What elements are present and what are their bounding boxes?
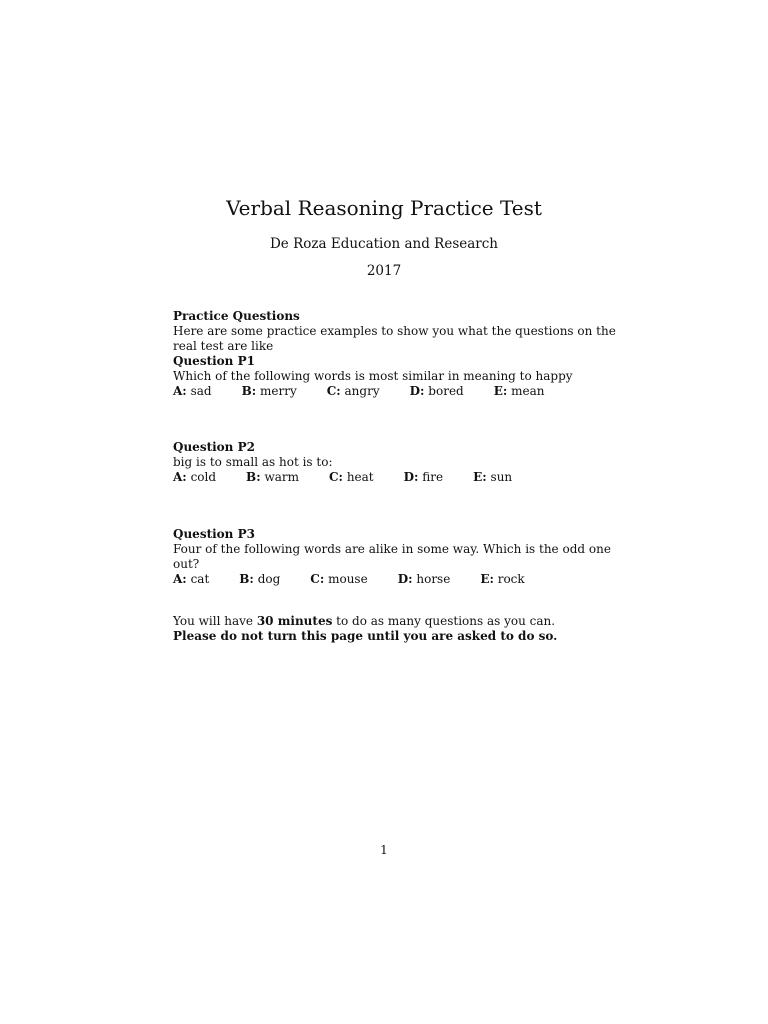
question-prompt: Four of the following words are alike in some way. Which is the odd one out?: [173, 542, 611, 571]
answer-option: [173, 470, 216, 485]
option-key: C:: [329, 470, 343, 484]
option-key: E:: [473, 470, 487, 484]
option-key: E:: [480, 572, 494, 586]
page-number: 1: [380, 843, 388, 857]
option-text: horse: [416, 572, 451, 586]
option-key: A:: [173, 384, 187, 398]
document-author: De Roza Education and Research: [269, 236, 498, 252]
practice-intro: Here are some practice examples to show you what the questions on the real test are like: [173, 324, 616, 353]
option-text: sun: [490, 470, 513, 484]
option-text: merry: [259, 384, 297, 398]
question-block: [173, 440, 623, 485]
answer-option: [239, 572, 280, 587]
practice-heading: Practice Questions: [173, 309, 300, 323]
answer-options: [173, 384, 623, 399]
option-text: heat: [346, 470, 374, 484]
option-text: cat: [190, 572, 210, 586]
question-block: [173, 527, 623, 587]
option-key: A:: [173, 470, 187, 484]
question-heading: Question P3: [173, 527, 255, 541]
option-key: E:: [493, 384, 508, 398]
question-heading: Question P2: [173, 440, 255, 454]
time-instruction: [173, 614, 623, 629]
option-key: B:: [241, 384, 257, 398]
time-limit: 30 minutes: [256, 614, 333, 628]
answer-option: [329, 470, 374, 485]
option-text: fire: [422, 470, 444, 484]
option-text: mouse: [328, 572, 368, 586]
answer-option: [398, 572, 451, 587]
answer-option: [310, 572, 367, 587]
answer-option: [327, 384, 380, 399]
option-key: D:: [409, 384, 425, 398]
answer-option: [480, 572, 524, 587]
option-text: mean: [511, 384, 545, 398]
answer-option: [173, 572, 209, 587]
instructions-block: [173, 614, 623, 644]
answer-option: [242, 384, 297, 399]
option-key: B:: [246, 470, 261, 484]
question-heading: Question P1: [173, 354, 255, 368]
time-suffix: to do as many questions as you can.: [332, 614, 556, 628]
option-text: cold: [190, 470, 217, 484]
option-key: B:: [239, 572, 254, 586]
option-text: sad: [190, 384, 212, 398]
question-prompt: Which of the following words is most similar in meaning to happy: [173, 369, 573, 383]
answer-options: [173, 470, 623, 485]
option-key: D:: [403, 470, 419, 484]
option-text: dog: [257, 572, 281, 586]
option-text: angry: [344, 384, 380, 398]
document-title: Verbal Reasoning Practice Test: [226, 196, 542, 220]
option-text: rock: [497, 572, 525, 586]
option-text: bored: [428, 384, 464, 398]
option-key: C:: [310, 572, 325, 586]
option-key: D:: [397, 572, 413, 586]
option-key: C:: [326, 384, 341, 398]
answer-option: [246, 470, 299, 485]
answer-option: [473, 470, 512, 485]
option-key: A:: [173, 572, 187, 586]
option-text: warm: [264, 470, 299, 484]
answer-option: [494, 384, 545, 399]
answer-option: [404, 470, 444, 485]
document-year: 2017: [366, 263, 402, 279]
answer-option: [410, 384, 464, 399]
answer-options: [173, 572, 623, 587]
time-prefix: You will have: [173, 614, 257, 628]
question-prompt: big is to small as hot is to:: [173, 455, 333, 469]
warning-text: Please do not turn this page until you are asked to do so.: [173, 629, 558, 643]
answer-option: [173, 384, 212, 399]
practice-section: [173, 309, 623, 399]
